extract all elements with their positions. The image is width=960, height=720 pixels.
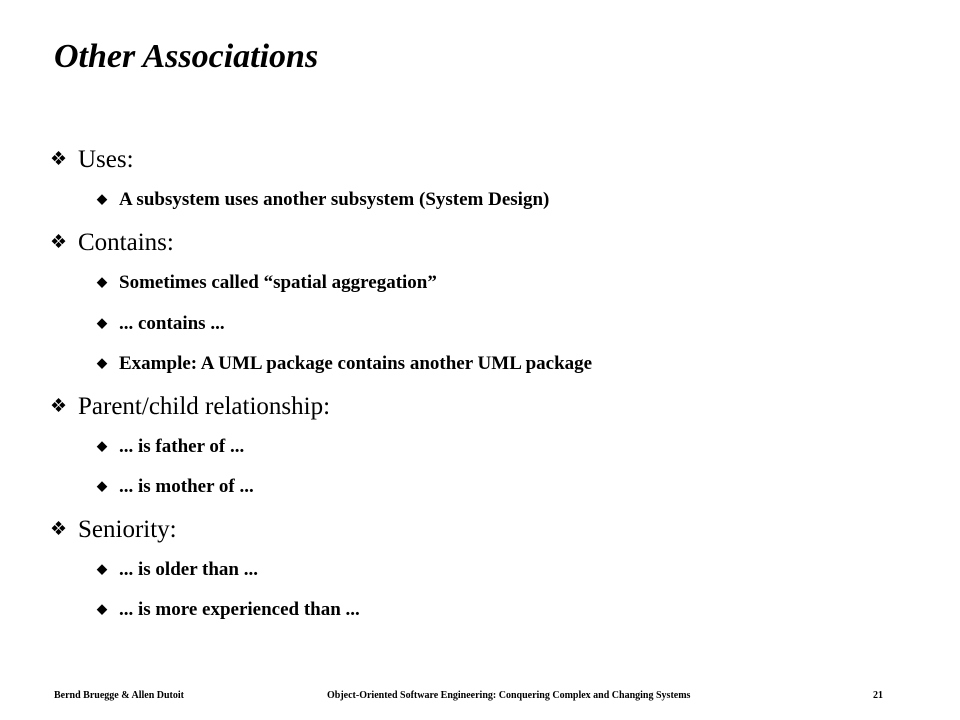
small-diamond-bullet-icon: ◆ — [97, 315, 107, 330]
sub-bullet-item — [97, 272, 437, 294]
bullet-item-uses — [50, 146, 134, 174]
sub-bullet-item — [97, 559, 258, 581]
footer-book-title: Object-Oriented Software Engineering: Conquering Complex and Changing Systems — [327, 690, 691, 701]
sub-bullet-item — [97, 436, 244, 458]
sub-bullet-item — [97, 313, 225, 335]
diamond-bullet-icon: ❖ — [50, 396, 68, 417]
diamond-bullet-icon: ❖ — [50, 519, 68, 540]
bullet-item-seniority — [50, 516, 177, 544]
sub-bullet-item — [97, 189, 549, 211]
sub-bullet-item — [97, 599, 360, 621]
sub-bullet-text: Example: A UML package contains another UML package — [119, 353, 593, 374]
small-diamond-bullet-icon: ◆ — [97, 561, 107, 576]
diamond-bullet-icon: ❖ — [50, 232, 68, 253]
sub-bullet-text: Sometimes called “spatial aggregation” — [119, 272, 437, 293]
bullet-text: Seniority: — [78, 516, 177, 543]
sub-bullet-text: ... is father of ... — [119, 436, 245, 457]
footer-authors: Bernd Bruegge & Allen Dutoit — [54, 690, 184, 701]
bullet-item-parent-child — [50, 393, 330, 421]
small-diamond-bullet-icon: ◆ — [97, 478, 107, 493]
sub-bullet-text: A subsystem uses another subsystem (System Design) — [119, 189, 550, 210]
bullet-text: Uses: — [78, 146, 134, 173]
small-diamond-bullet-icon: ◆ — [97, 355, 107, 370]
page-number: 21 — [873, 690, 883, 701]
bullet-item-contains — [50, 229, 174, 257]
small-diamond-bullet-icon: ◆ — [97, 191, 107, 206]
diamond-bullet-icon: ❖ — [50, 149, 68, 170]
small-diamond-bullet-icon: ◆ — [97, 601, 107, 616]
sub-bullet-text: ... contains ... — [119, 313, 225, 334]
bullet-text: Parent/child relationship: — [78, 393, 331, 420]
bullet-text: Contains: — [78, 229, 174, 256]
small-diamond-bullet-icon: ◆ — [97, 274, 107, 289]
sub-bullet-text: ... is more experienced than ... — [119, 599, 360, 620]
slide-title: Other Associations — [54, 38, 319, 75]
small-diamond-bullet-icon: ◆ — [97, 438, 107, 453]
sub-bullet-item — [97, 353, 592, 375]
sub-bullet-text: ... is mother of ... — [119, 476, 254, 497]
sub-bullet-text: ... is older than ... — [119, 559, 259, 580]
sub-bullet-item — [97, 476, 254, 498]
